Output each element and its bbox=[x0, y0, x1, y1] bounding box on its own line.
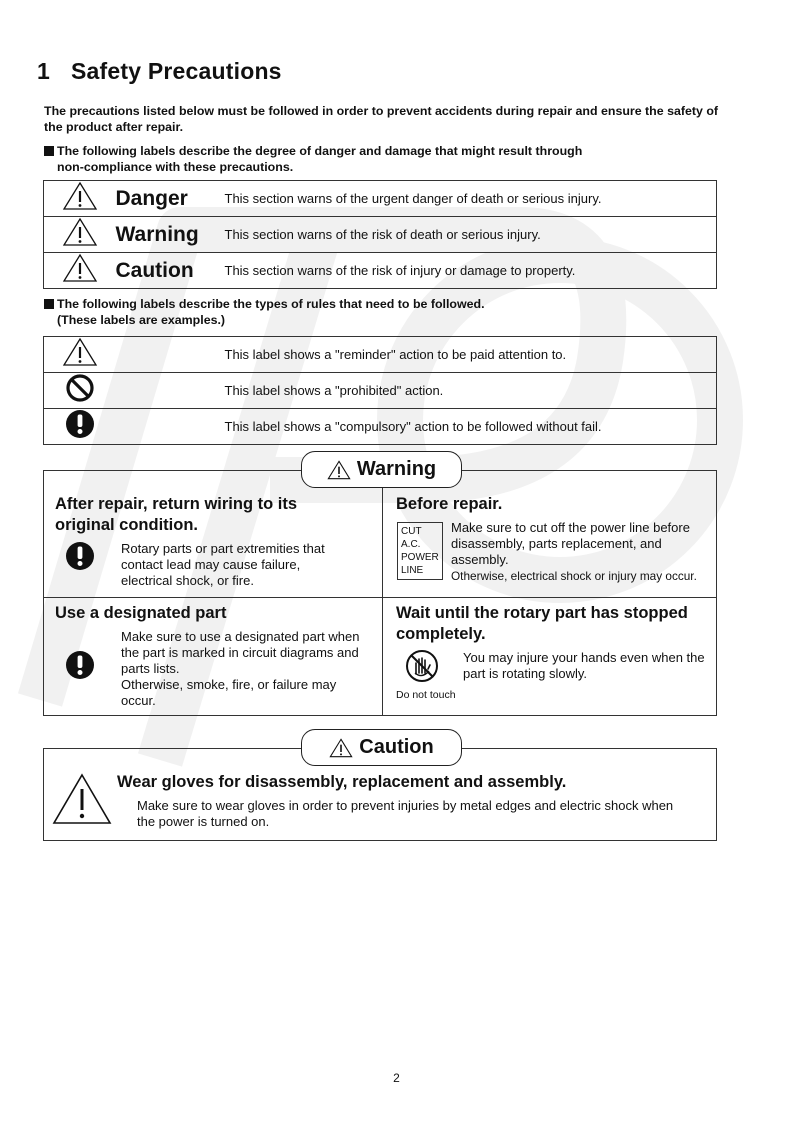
bullet-square-icon bbox=[44, 146, 54, 156]
rotary-line: You may injure your hands even when the bbox=[463, 650, 705, 665]
degree-label: Warning bbox=[116, 217, 225, 253]
rotary-body bbox=[463, 650, 718, 682]
cut-label-line: CUT bbox=[401, 526, 422, 537]
warning-triangle-icon bbox=[329, 737, 353, 759]
wiring-body-line: contact lead may cause failure, bbox=[121, 557, 301, 572]
before-repair-title: Before repair. bbox=[396, 495, 503, 513]
caution-line: Make sure to wear gloves in order to prevent injuries by metal edges and electric shock when bbox=[137, 798, 674, 813]
compulsory-icon bbox=[65, 541, 95, 571]
wiring-body bbox=[121, 541, 376, 589]
degree-description: This section warns of the risk of death or serious injury. bbox=[225, 217, 717, 253]
do-not-touch-icon bbox=[405, 649, 439, 683]
rotary-title-line1: Wait until the rotary part has stopped bbox=[396, 604, 688, 622]
caution-title: Wear gloves for disassembly, replacement and assembly. bbox=[117, 773, 567, 791]
prohibited-icon bbox=[44, 373, 116, 409]
rotary-title bbox=[396, 603, 688, 645]
degree-label: Danger bbox=[116, 181, 225, 217]
panel-divider bbox=[44, 597, 716, 598]
designated-line: Otherwise, smoke, fire, or failure may bbox=[121, 677, 337, 692]
compulsory-icon bbox=[65, 650, 95, 680]
rule-row-prohibited bbox=[44, 373, 717, 409]
page-title bbox=[37, 58, 282, 85]
intro-text: The precautions listed below must be followed in order to prevent accidents during repair and ensure the safety of the product after repair. bbox=[44, 104, 719, 134]
cut-power-label bbox=[397, 522, 443, 580]
before-repair-line: assembly. bbox=[451, 552, 509, 567]
degree-note-line1: The following labels describe the degree of danger and damage that might result through bbox=[57, 144, 583, 158]
degree-row-danger bbox=[44, 181, 717, 217]
panel-divider bbox=[382, 471, 383, 715]
warning-triangle-icon bbox=[327, 459, 351, 481]
caution-line: the power is turned on. bbox=[137, 814, 270, 829]
wiring-body-line: electrical shock, or fire. bbox=[121, 573, 254, 588]
warning-triangle-icon bbox=[52, 773, 112, 825]
wiring-title-line2: original condition. bbox=[55, 516, 198, 534]
rule-row-reminder bbox=[44, 337, 717, 373]
rule-description: This label shows a "compulsory" action to be followed without fail. bbox=[225, 409, 717, 445]
before-repair-line: Make sure to cut off the power line before bbox=[451, 520, 690, 535]
degree-label-table bbox=[43, 180, 717, 289]
designated-line: parts lists. bbox=[121, 661, 180, 676]
before-repair-line: disassembly, parts replacement, and bbox=[451, 536, 662, 551]
designated-line: occur. bbox=[121, 693, 156, 708]
warning-heading bbox=[301, 451, 462, 488]
bullet-square-icon bbox=[44, 299, 54, 309]
degree-description: This section warns of the urgent danger of death or serious injury. bbox=[225, 181, 717, 217]
rule-label-table bbox=[43, 336, 717, 445]
warning-triangle-icon bbox=[44, 253, 116, 289]
designated-line: Make sure to use a designated part when bbox=[121, 629, 360, 644]
cut-label-line: POWER bbox=[401, 552, 439, 563]
page-number: 2 bbox=[393, 1071, 400, 1085]
warning-triangle-icon bbox=[44, 217, 116, 253]
rule-description: This label shows a "prohibited" action. bbox=[225, 373, 717, 409]
cut-label-line: A.C. bbox=[401, 539, 421, 550]
degree-description: This section warns of the risk of injury or damage to property. bbox=[225, 253, 717, 289]
degree-label: Caution bbox=[116, 253, 225, 289]
cut-label-line: LINE bbox=[401, 565, 424, 576]
wiring-body-line: Rotary parts or part extremities that bbox=[121, 541, 325, 556]
rule-note bbox=[44, 296, 485, 328]
caution-heading bbox=[301, 729, 462, 766]
compulsory-icon bbox=[44, 409, 116, 445]
caution-heading-text: Caution bbox=[359, 736, 434, 758]
spacer-cell bbox=[116, 409, 225, 445]
before-repair-body bbox=[451, 520, 716, 584]
degree-row-caution bbox=[44, 253, 717, 289]
wiring-title bbox=[55, 494, 297, 536]
designated-part-body bbox=[121, 629, 379, 709]
before-repair-note: Otherwise, electrical shock or injury may occur. bbox=[451, 569, 697, 583]
warning-panel bbox=[43, 470, 717, 716]
rule-note-line1: The following labels describe the types of rules that need to be followed. bbox=[57, 297, 485, 311]
section-title: Safety Precautions bbox=[71, 58, 282, 84]
warning-triangle-icon bbox=[44, 181, 116, 217]
rotary-title-line2: completely. bbox=[396, 625, 486, 643]
spacer-cell bbox=[116, 373, 225, 409]
spacer-cell bbox=[116, 337, 225, 373]
degree-note-line2: non-compliance with these precautions. bbox=[57, 160, 294, 174]
warning-heading-text: Warning bbox=[356, 458, 437, 480]
wiring-title-line1: After repair, return wiring to its bbox=[55, 495, 298, 513]
rotary-line: part is rotating slowly. bbox=[463, 666, 588, 681]
rule-description: This label shows a "reminder" action to be paid attention to. bbox=[225, 337, 717, 373]
caution-body bbox=[137, 798, 707, 830]
rule-row-compulsory bbox=[44, 409, 717, 445]
designated-line: the part is marked in circuit diagrams and bbox=[121, 645, 359, 660]
rule-note-line2: (These labels are examples.) bbox=[57, 313, 226, 327]
warning-triangle-icon bbox=[44, 337, 116, 373]
designated-part-title: Use a designated part bbox=[55, 604, 227, 622]
degree-note bbox=[44, 143, 582, 175]
degree-row-warning bbox=[44, 217, 717, 253]
do-not-touch-caption: Do not touch bbox=[396, 689, 456, 701]
section-number: 1 bbox=[37, 58, 50, 84]
